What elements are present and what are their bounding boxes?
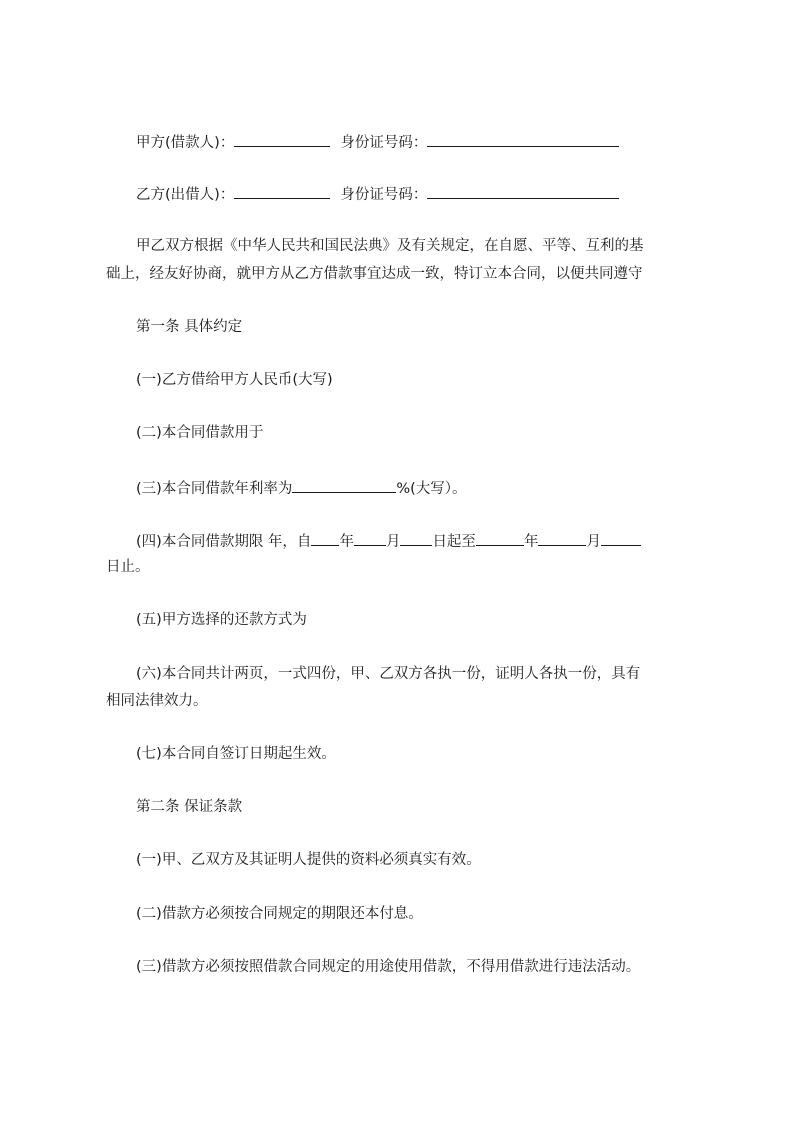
month2-label: 月 bbox=[586, 534, 601, 550]
party-a-name-field[interactable] bbox=[234, 131, 330, 147]
start-day-field[interactable] bbox=[400, 530, 432, 546]
article1-item1: (一)乙方借给甲方人民币(大写) bbox=[136, 372, 333, 388]
loan-term-label: (四)本合同借款期限 年，自 bbox=[136, 534, 312, 550]
article1-item5: (五)甲方选择的还款方式为 bbox=[136, 612, 307, 628]
party-a-id-field[interactable] bbox=[427, 131, 619, 147]
end-month-field[interactable] bbox=[538, 530, 586, 546]
interest-rate-field[interactable] bbox=[292, 477, 396, 493]
article2-item1: (一)甲、乙双方及其证明人提供的资料必须真实有效。 bbox=[136, 852, 481, 868]
end-year-field[interactable] bbox=[476, 530, 524, 546]
loan-term-end: 日止。 bbox=[106, 559, 150, 575]
start-month-field[interactable] bbox=[354, 530, 386, 546]
party-b-id-field[interactable] bbox=[427, 183, 619, 199]
article1-item6-line2: 相同法律效力。 bbox=[106, 693, 208, 709]
article1-item3 bbox=[136, 477, 467, 499]
article1-item2: (二)本合同借款用于 bbox=[136, 425, 264, 441]
end-day-field[interactable] bbox=[601, 530, 641, 546]
article1-item4 bbox=[136, 530, 641, 552]
start-year-field[interactable] bbox=[311, 530, 339, 546]
article2-item2: (二)借款方必须按合同规定的期限还本付息。 bbox=[136, 906, 423, 922]
party-b-row bbox=[136, 183, 619, 205]
party-b-id-label: 身份证号码： bbox=[340, 187, 428, 203]
article1-title: 第一条 具体约定 bbox=[136, 319, 243, 335]
article1-item6-line1: (六)本合同共计两页，一式四份，甲、乙双方各执一份，证明人各执一份，具有 bbox=[136, 666, 641, 682]
year-label: 年 bbox=[339, 534, 354, 550]
day-from-label: 日起至 bbox=[432, 534, 476, 550]
article2-title: 第二条 保证条款 bbox=[136, 799, 243, 815]
article2-item3: (三)借款方必须按照借款合同规定的用途使用借款，不得用借款进行违法活动。 bbox=[136, 959, 641, 975]
interest-rate-suffix: %(大写）。 bbox=[396, 481, 467, 497]
month-label: 月 bbox=[385, 534, 401, 550]
party-b-label: 乙方(出借人)： bbox=[136, 187, 235, 203]
party-a-id-label: 身份证号码： bbox=[340, 135, 428, 151]
year2-label: 年 bbox=[523, 534, 539, 550]
party-a-label: 甲方(借款人)： bbox=[136, 135, 235, 151]
intro-line-1: 甲乙双方根据《中华人民共和国民法典》及有关规定，在自愿、平等、互利的基 bbox=[136, 238, 644, 254]
interest-rate-label: (三)本合同借款年利率为 bbox=[136, 481, 293, 497]
party-b-name-field[interactable] bbox=[234, 183, 330, 199]
article1-item7: (七)本合同自签订日期起生效。 bbox=[136, 746, 336, 762]
intro-line-2: 础上，经友好协商，就甲方从乙方借款事宜达成一致，特订立本合同，以便共同遵守 bbox=[106, 266, 643, 282]
party-a-row bbox=[136, 131, 619, 153]
